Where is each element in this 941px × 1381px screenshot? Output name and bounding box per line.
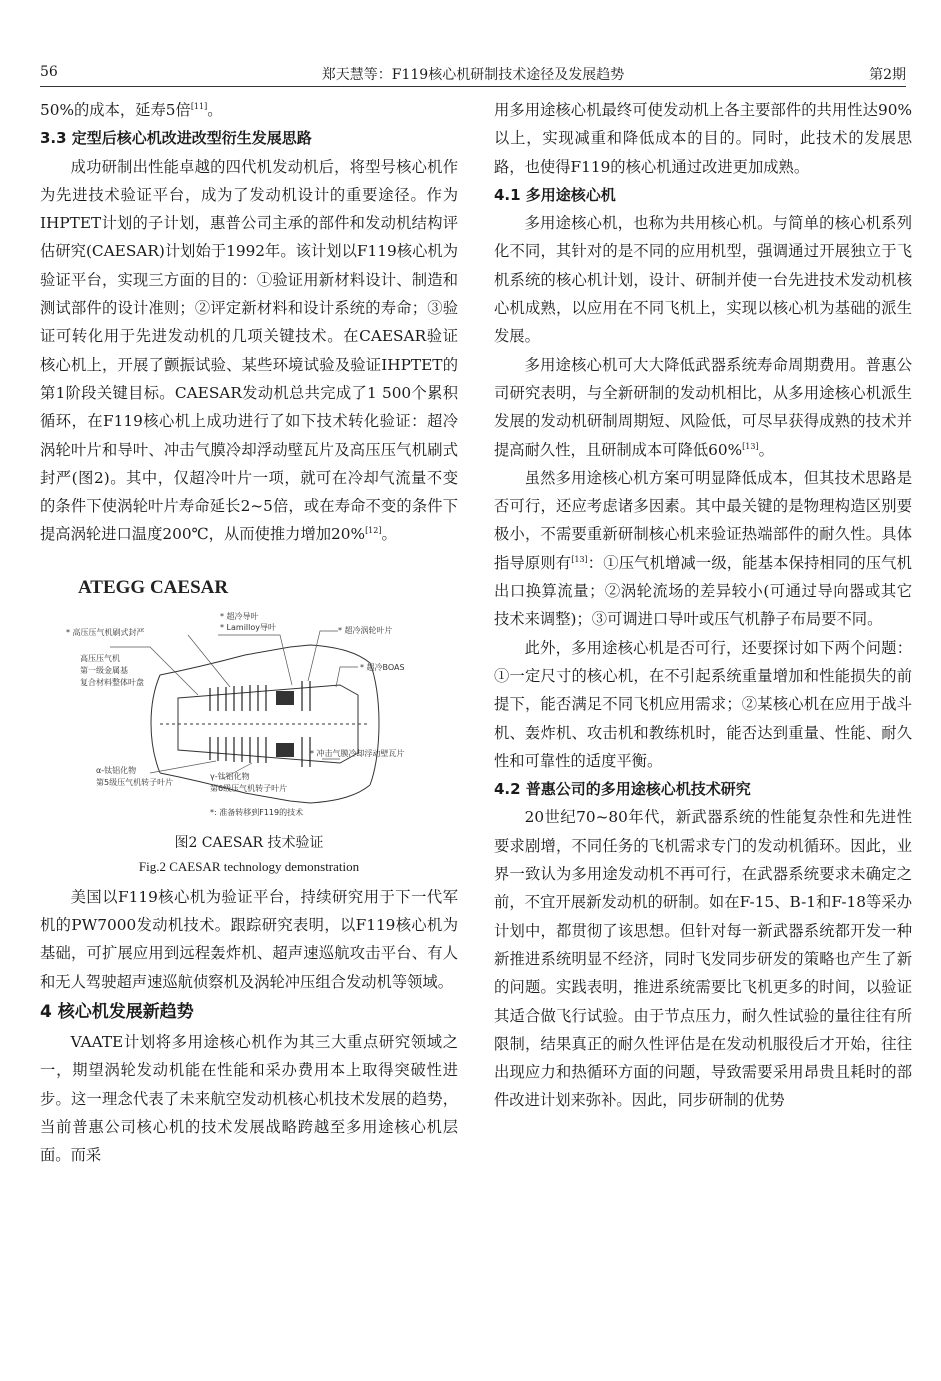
- paragraph-feasibility: 此外，多用途核心机是否可行，还要探讨如下两个问题：①一定尺寸的核心机，在不引起系统重量增加和性能损失的前提下，能否满足不同飞机应用需求；②某核心机在应用于战斗机、轰炸机、攻击机和教练机时，能否达到重量、性能、耐久性和可靠性的适度平衡。: [494, 638, 912, 770]
- engine-outline: [151, 645, 379, 803]
- label-boas: * 超冷BOAS: [360, 662, 405, 672]
- figure-2: [40, 563, 458, 873]
- section-heading-4: 4 核心机发展新趋势: [40, 1001, 194, 1022]
- paragraph-continuation-right: 用多用途核心机最终可使发动机上各主要部件的共用性达90%以上，实现减重和降低成本的目的。同时，此技术的发展思路，也使得F119的核心机通过改进更加成熟。: [494, 101, 912, 176]
- figure-title: ATEGG CAESAR: [78, 576, 229, 598]
- label-super-cool-blade: * 超冷涡轮叶片: [338, 625, 393, 635]
- citation: [13]: [571, 554, 588, 564]
- label-hpc-blisk: [80, 653, 144, 687]
- label-line: 高压压气机: [80, 653, 120, 663]
- label-line: γ-钛铝化物: [210, 771, 250, 781]
- label-note: *: 准备转移到F119的技术: [210, 807, 304, 817]
- paragraph-vaate: VAATE计划将多用途核心机作为其三大重点研究领域之一，期望涡轮发动机能在性能和采办费用本上取得突破性进步。这一理念代表了未来航空发动机核心机技术发展的趋势，当前普惠公司核心机的技术发展战略跨越至多用途核心机层面。而采: [40, 1032, 458, 1165]
- label-brush-seal: * 高压压气机刷式封严: [66, 627, 145, 637]
- citation: [13]: [742, 441, 759, 451]
- right-column: [494, 96, 912, 1356]
- label-line: α-钛铝化物: [96, 765, 137, 775]
- label-line: * 超冷导叶: [220, 611, 259, 621]
- section-heading-4-2: 4.2 普惠公司的多用途核心机技术研究: [494, 780, 751, 799]
- paragraph-principles: 虽然多用途核心机方案可明显降低成本，但其技术思路是否可行，还应考虑诸多因素。其中最关键的是物理构造区别要极小，不需要重新研制核心机来验证热端部件的耐久性。具体指导原则有[13]：①压气机增减一级，能基本保持相同的压气机出口换算流量；②涡轮流场的差异较小(可通过导向器或其它技术来调整)；③可调进口导叶或压气机静子布局要不同。: [494, 468, 912, 629]
- issue-number: 第2期: [869, 67, 906, 83]
- paragraph-caesar: 成功研制出性能卓越的四代机发动机后，将型号核心机作为先进技术验证平台，成为了发动机设计的重要途径。作为IHPTET计划的子计划，惠普公司主承的部件和发动机结构评估研究(CAESAR)计划始于1992年。该计划以F119核心机为验证平台，实现三方面的目的：①验证用新材料设计、制造和测试部件的设计准则；②评定新材料和设计系统的寿命；③验证可转化用于先进发动机的几项关键技术。在CAESAR验证核心机上，开展了颤振试验、某些环境试验及验证IHPTET的第1阶段关键目标。CAESAR发动机总共完成了1 500个累积循环，在F119核心机上成功进行了如下技术转化验证：超冷涡轮叶片和导叶、冲击气膜冷却浮动壁瓦片及高压压气机刷式封严(图2)。其中，仅超冷叶片一项，就可在冷却气流量不变的条件下使涡轮叶片寿命延长2~5倍，或在寿命不变的条件下提高涡轮进口温度200℃，从而使推力增加20%[12]。: [40, 157, 458, 544]
- label-line: 第一级金属基: [80, 665, 128, 675]
- left-column: [40, 96, 458, 1356]
- label-gamma-tial: [210, 771, 287, 793]
- page-number: 56: [40, 64, 58, 80]
- figure-caption-en: Fig.2 CAESAR technology demonstration: [138, 858, 360, 874]
- label-line: 第6级压气机转子叶片: [210, 783, 288, 793]
- running-title: 郑天慧等：F119核心机研制技术途径及发展趋势: [321, 67, 625, 83]
- label-line: 复合材料整体叶盘: [80, 677, 144, 687]
- paragraph-cost: 多用途核心机可大大降低武器系统寿命周期费用。普惠公司研究表明，与全新研制的发动机相比，从多用途核心机派生发展的发动机研制周期短、风险低，可尽早获得成熟的技术并提高耐久性，且研制成本可降低60%[13]。: [494, 355, 912, 459]
- paragraph-pw7000: 美国以F119核心机为验证平台，持续研究用于下一代军机的PW7000发动机技术。跟踪研究表明，以F119核心机为基础，可扩展应用到远程轰炸机、超声速巡航攻击平台、有人和无人驾驶超声速巡航侦察机及涡轮冲压组合发动机等领域。: [40, 887, 458, 991]
- section-heading-3-3: 3.3 定型后核心机改进改型衍生发展思路: [40, 129, 312, 148]
- combustor-blocks: [276, 691, 294, 757]
- citation: [11]: [190, 101, 208, 111]
- label-super-cool-vane: [220, 611, 276, 632]
- figure-caption-cn: 图2 CAESAR 技术验证: [174, 834, 324, 851]
- label-alpha-tial: [96, 765, 173, 787]
- paragraph-multi-core: 多用途核心机，也称为共用核心机。与简单的核心机系列化不同，其针对的是不同的应用机型，强调通过开展独立于飞机系统的核心机计划，设计、研制并使一台先进技术发动机核心机成熟，以应用在不同飞机上，实现以核心机为基础的派生发展。: [494, 214, 912, 346]
- citation: [12]: [365, 526, 382, 536]
- label-line: 第5级压气机转子叶片: [96, 777, 174, 787]
- caesar-engine-diagram: [40, 563, 458, 825]
- section-heading-4-1: 4.1 多用途核心机: [494, 185, 616, 204]
- paragraph-pw-research: 20世纪70~80年代，新武器系统的性能复杂性和先进性要求剧增，不同任务的飞机需求专门的发动机循环。因此，业界一致认为多用途发动机不再可行，在武器系统要求未确定之前，不宜开展新发动机的研制。如在F-15、B-1和F-18等采办计划中，都贯彻了该思想。但针对每一新武器系统都开发一种新推进系统明显不经济，同时飞发同步研发的策略也产生了新的问题。实践表明，推进系统需要比飞机更多的时间，以验证其适合做飞行试验。由于节点压力，耐久性试验的量往往有所限制，结果真正的耐久性评估是在发动机服役后才开始，往往出现应力和热循环方面的问题，导致需要采用昂贵且耗时的部件改进计划来弥补。因此，同步研制的优势: [494, 808, 912, 1110]
- label-line: * Lamilloy导叶: [220, 622, 276, 632]
- paragraph-continuation: 50%的成本，延寿5倍[11]。: [40, 101, 223, 119]
- header-rule: [40, 86, 906, 87]
- label-impingement: * 冲击气膜冷却浮动壁瓦片: [310, 748, 405, 758]
- running-header: [40, 56, 906, 84]
